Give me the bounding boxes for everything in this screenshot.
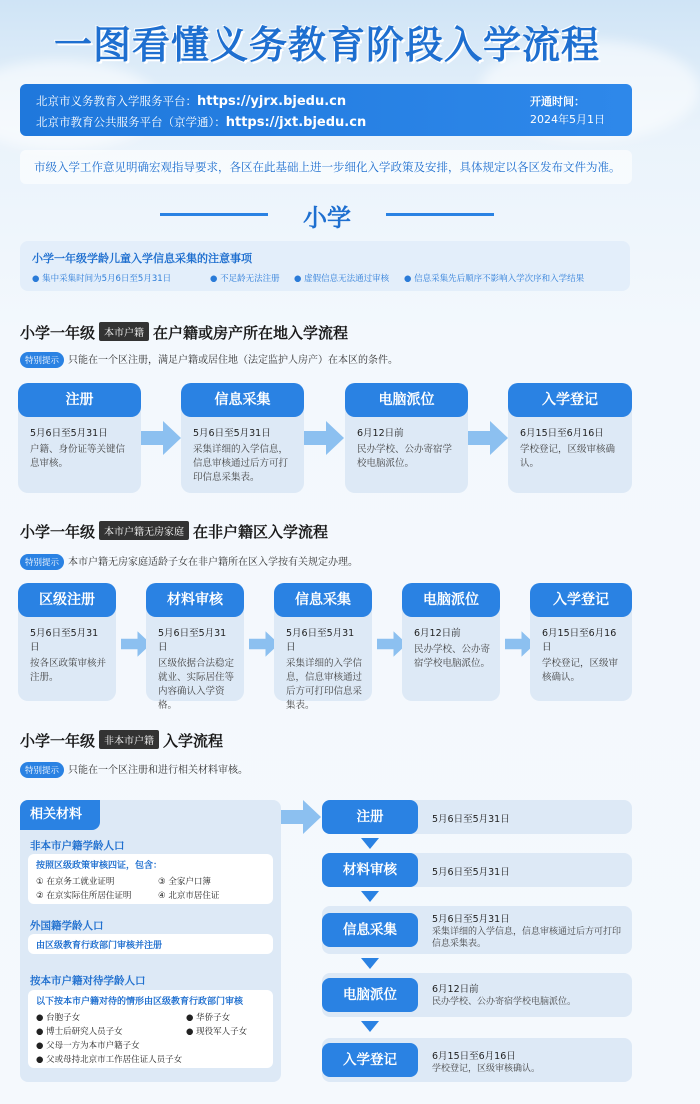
flow3-step-lottery xyxy=(322,973,632,1017)
step-date: 5月6日至5月31日 xyxy=(432,914,510,925)
arrow-down-icon xyxy=(361,958,379,969)
platform-2-url[interactable]: https://jxt.bjedu.cn xyxy=(225,115,367,130)
materials-group-title: 外国籍学龄人口 xyxy=(30,920,104,932)
info-bullet: ● 不足龄无法注册 xyxy=(210,274,280,284)
step-desc: 采集详细的入学信息，信息审核通过后方可打印信息采集表。 xyxy=(193,444,289,483)
arrow-right-icon xyxy=(281,800,321,834)
materials-group-box xyxy=(28,990,273,1068)
flow1-tip: 特别提示 只能在一个区注册，满足户籍或居住地（法定监护人房产）在本区的条件。 xyxy=(20,351,398,368)
arrow-down-icon xyxy=(361,1021,379,1032)
step-desc: 采集详细的入学信息，信息审核通过后方可打印信息采集表。 xyxy=(432,927,622,949)
flow1-step-info xyxy=(181,383,304,493)
step-date: 5月6日至5月31日 xyxy=(286,628,355,653)
materials-panel xyxy=(20,800,281,1082)
platform-line-1 xyxy=(36,93,346,109)
step-desc: 学校登记，区级审核确认。 xyxy=(432,1064,541,1074)
step-desc: 学校登记，区级审核确认。 xyxy=(542,658,619,683)
step-title: 材料审核 xyxy=(322,853,418,887)
step-date: 5月6日至5月31日 xyxy=(193,428,271,439)
flow2-tag: 本市户籍无房家庭 xyxy=(99,521,189,540)
platform-box xyxy=(20,84,632,136)
step-title: 材料审核 xyxy=(146,583,244,617)
tip-badge: 特别提示 xyxy=(20,352,64,368)
step-desc: 区级依据合法稳定就业、实际居住等内容确认入学资格。 xyxy=(158,658,235,711)
notice-text: 市级入学工作意见明确宏观指导要求，各区在此基础上进一步细化入学政策及安排，具体规定以各区发布文件为准。 xyxy=(20,150,632,184)
flow3-step-review xyxy=(322,853,632,887)
arrow-right-icon xyxy=(141,421,181,455)
step-title: 信息采集 xyxy=(274,583,372,617)
materials-item: ② 在京实际住所居住证明 xyxy=(36,891,132,901)
flow3-tag: 非本市户籍 xyxy=(99,730,159,749)
step-title: 入学登记 xyxy=(508,383,632,417)
step-desc: 学校登记，区级审核确认。 xyxy=(520,444,616,469)
materials-group-sub: 以下按本市户籍对待的情形由区级教育行政部门审核 xyxy=(36,997,244,1007)
flow2-step-enroll xyxy=(530,583,632,701)
flow2-step-review xyxy=(146,583,244,711)
flow2-step-info xyxy=(274,583,372,711)
materials-item: ● 华侨子女 xyxy=(186,1013,231,1023)
materials-group-box xyxy=(28,934,273,954)
step-desc: 按各区政策审核并注册。 xyxy=(30,658,107,683)
materials-title: 相关材料 xyxy=(20,800,100,830)
arrow-down-icon xyxy=(361,838,379,849)
platform-1-url[interactable]: https://yjrx.bjedu.cn xyxy=(197,94,347,109)
section-heading: 小学 xyxy=(303,204,351,232)
tip-badge: 特别提示 xyxy=(20,554,64,570)
step-date: 6月12日前 xyxy=(432,984,479,995)
step-date: 5月6日至5月31日 xyxy=(432,867,510,878)
step-date: 6月15日至6月16日 xyxy=(542,628,617,653)
open-time-value: 2024年5月1日 xyxy=(530,113,605,126)
step-date: 6月12日前 xyxy=(414,628,461,639)
flow3-step-register xyxy=(322,800,632,834)
flow3-step-info xyxy=(322,906,632,954)
flow3-step-enroll xyxy=(322,1038,632,1082)
materials-item: ① 在京务工就业证明 xyxy=(36,877,115,887)
materials-group-box xyxy=(28,854,273,904)
tip-badge: 特别提示 xyxy=(20,762,64,778)
step-date: 6月12日前 xyxy=(357,428,404,439)
flow2-heading: 小学一年级 本市户籍无房家庭 在非户籍区入学流程 xyxy=(20,523,329,541)
step-title: 信息采集 xyxy=(322,913,418,947)
step-title: 电脑派位 xyxy=(322,978,418,1012)
platform-line-2 xyxy=(36,114,366,130)
flow2-tip: 特别提示 本市户籍无房家庭适龄子女在非户籍所在区入学按有关规定办理。 xyxy=(20,553,358,570)
flow1-heading: 小学一年级 本市户籍 在户籍或房产所在地入学流程 xyxy=(20,324,349,342)
materials-group-title: 按本市户籍对待学龄人口 xyxy=(30,975,146,987)
materials-item: ● 现役军人子女 xyxy=(186,1027,248,1037)
page-title: 一图看懂义务教育阶段入学流程 xyxy=(53,23,600,67)
platform-1-label: 北京市义务教育入学服务平台： xyxy=(36,94,197,108)
materials-item: ③ 全家户口簿 xyxy=(158,877,211,887)
materials-item: ● 父或母持北京市工作居住证人员子女 xyxy=(36,1055,183,1065)
info-title: 小学一年级学龄儿童入学信息采集的注意事项 xyxy=(32,252,252,265)
step-desc: 采集详细的入学信息，信息审核通过后方可打印信息采集表。 xyxy=(286,658,363,711)
step-title: 注册 xyxy=(322,800,418,834)
step-title: 电脑派位 xyxy=(345,383,468,417)
materials-group-sub: 按照区级政策审核四证，包含： xyxy=(36,861,163,871)
platform-2-label: 北京市教育公共服务平台（京学通）： xyxy=(36,115,226,129)
step-title: 注册 xyxy=(18,383,141,417)
arrow-right-icon xyxy=(468,421,508,455)
step-date: 5月6日至5月31日 xyxy=(158,628,227,653)
step-title: 入学登记 xyxy=(322,1043,418,1077)
flow3-tip: 特别提示 只能在一个区注册和进行相关材料审核。 xyxy=(20,761,248,778)
step-date: 5月6日至5月31日 xyxy=(30,628,99,653)
step-title: 区级注册 xyxy=(18,583,116,617)
materials-item: ● 博士后研究人员子女 xyxy=(36,1027,123,1037)
materials-group-title: 非本市户籍学龄人口 xyxy=(30,840,125,852)
info-bullet: ● 集中采集时间为5月6日至5月31日 xyxy=(32,274,172,284)
materials-item: ● 台胞子女 xyxy=(36,1013,81,1023)
divider-line xyxy=(386,213,494,216)
flow1-tag: 本市户籍 xyxy=(99,322,149,341)
open-time-label: 开通时间： xyxy=(530,95,585,108)
flow1-step-register xyxy=(18,383,141,493)
step-desc: 民办学校、公办寄宿学校电脑派位。 xyxy=(414,644,491,669)
info-box xyxy=(20,241,630,291)
materials-item: ● 父母一方为本市户籍子女 xyxy=(36,1041,140,1051)
flow1-step-lottery xyxy=(345,383,468,493)
step-date: 5月6日至5月31日 xyxy=(30,428,108,439)
step-desc: 户籍、身份证等关键信息审核。 xyxy=(30,444,126,469)
flow1-step-enroll xyxy=(508,383,632,493)
arrow-down-icon xyxy=(361,891,379,902)
materials-item: ④ 北京市居住证 xyxy=(158,891,220,901)
flow2-step-lottery xyxy=(402,583,500,701)
flow3-heading: 小学一年级 非本市户籍 入学流程 xyxy=(20,732,224,750)
step-title: 电脑派位 xyxy=(402,583,500,617)
info-bullet: ● 信息采集先后顺序不影响入学次序和入学结果 xyxy=(404,274,585,284)
step-desc: 民办学校、公办寄宿学校电脑派位。 xyxy=(432,997,577,1007)
materials-group-sub: 由区级教育行政部门审核并注册 xyxy=(36,941,163,951)
step-date: 5月6日至5月31日 xyxy=(432,814,510,825)
step-date: 6月15日至6月16日 xyxy=(520,428,604,439)
info-bullet: ● 虚假信息无法通过审核 xyxy=(294,274,390,284)
arrow-right-icon xyxy=(304,421,344,455)
step-date: 6月15日至6月16日 xyxy=(432,1051,516,1062)
step-desc: 民办学校、公办寄宿学校电脑派位。 xyxy=(357,444,453,469)
step-title: 入学登记 xyxy=(530,583,632,617)
flow2-step-register xyxy=(18,583,116,701)
step-title: 信息采集 xyxy=(181,383,304,417)
